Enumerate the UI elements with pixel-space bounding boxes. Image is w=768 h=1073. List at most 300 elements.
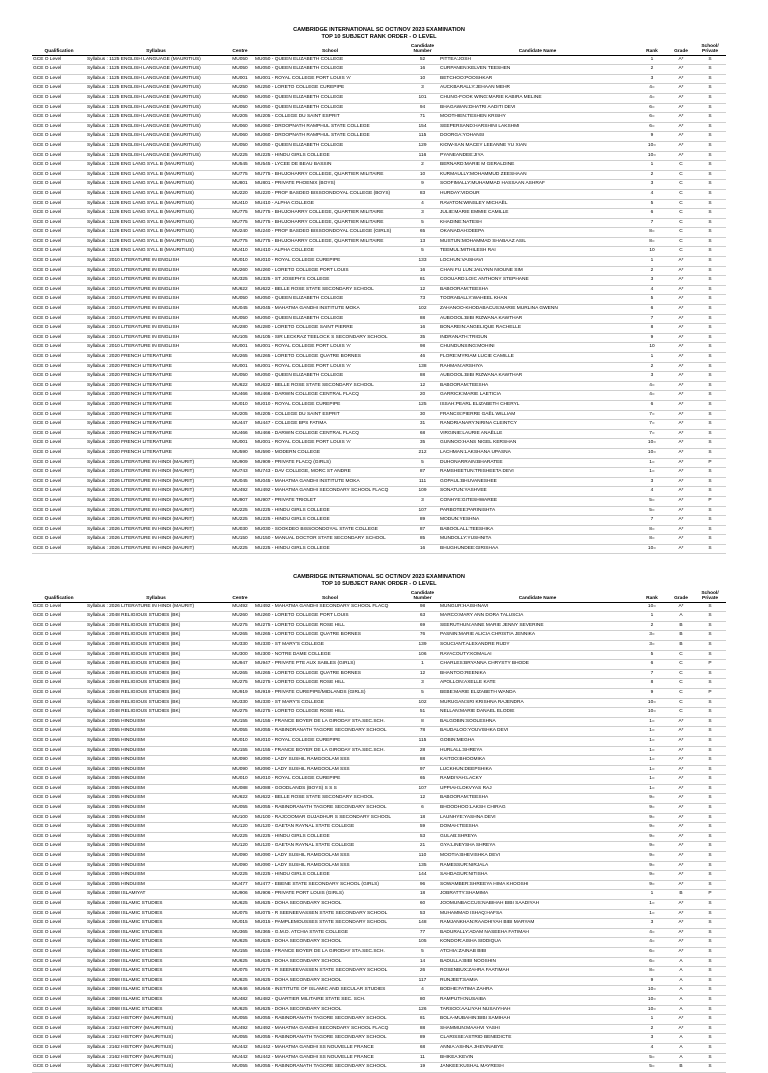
table-row — [32, 314, 726, 324]
grade-cell: A — [668, 1053, 694, 1063]
candidate-number-cell: 60 — [406, 900, 439, 910]
table-row — [32, 84, 726, 94]
candidate-number-cell: 88 — [406, 1024, 439, 1034]
rank-cell: 7 — [636, 669, 668, 679]
syllabus-cell: Syllabus : 2026 LITERATURE IN HINDI (MAURIT) — [86, 496, 226, 506]
candidate-number-cell: 115 — [406, 736, 439, 746]
rank-cell: 10 — [636, 247, 668, 257]
school-cell: MU250 - LORETO COLLEGE CUREPIPE — [254, 84, 406, 94]
rank-cell: 2 — [636, 65, 668, 75]
grade-cell: A — [668, 957, 694, 967]
syllabus-cell: Syllabus : 2055 HINDUISM — [86, 861, 226, 871]
candidate-name-cell: INDRANATH:TRIGUN — [439, 333, 636, 343]
school-private-cell: S — [694, 813, 726, 823]
rank-cell: 1= — [636, 765, 668, 775]
school-private-cell: S — [694, 957, 726, 967]
school-private-cell: S — [694, 727, 726, 737]
candidate-name-cell: BODHE:FATIMA ZAHRA — [439, 986, 636, 996]
school-cell: MU907 - PRIVATE TRIOLET — [254, 496, 406, 506]
school-private-cell: S — [694, 343, 726, 353]
qualification-cell: GCE O Level — [32, 784, 86, 794]
centre-cell: MU075 — [226, 967, 254, 977]
centre-cell: MU155 — [226, 947, 254, 957]
qualification-cell: GCE O Level — [32, 698, 86, 708]
centre-cell: MU442 — [226, 1053, 254, 1063]
grade-cell: A* — [668, 516, 694, 526]
report-subtitle: TOP 10 SUBJECT RANK ORDER - O LEVEL — [321, 34, 437, 40]
qualification-cell: GCE O Level — [32, 746, 86, 756]
candidate-number-cell: 73 — [406, 295, 439, 305]
school-cell: MU001 - ROYAL COLLEGE PORT LOUIS 'A' — [254, 343, 406, 353]
rank-cell: 10= — [636, 1005, 668, 1015]
candidate-name-cell: ATCHIA:ZAINAB BIBI — [439, 947, 636, 957]
qualification-cell: GCE O Level — [32, 986, 86, 996]
rank-cell: 2 — [636, 621, 668, 631]
grade-cell: A* — [668, 852, 694, 862]
syllabus-cell: Syllabus : 2026 LITERATURE IN HINDI (MAURIT) — [86, 468, 226, 478]
rank-cell: 7 — [636, 516, 668, 526]
qualification-cell: GCE O Level — [32, 141, 86, 151]
school-cell: MU275 - LORETO COLLEGE ROSE HILL — [254, 621, 406, 631]
table-row — [32, 381, 726, 391]
table-row — [32, 967, 726, 977]
candidate-number-cell: 2 — [406, 161, 439, 171]
rank-cell: 4 — [636, 189, 668, 199]
candidate-name-cell: AUCKBARALLY:JEHAAN MEHR — [439, 84, 636, 94]
school-private-cell: S — [694, 305, 726, 315]
school-cell: MU482 - QUARTIER MILITAIRE STATE SEC. SCH. — [254, 995, 406, 1005]
grade-cell: C — [668, 228, 694, 238]
table-row — [32, 429, 726, 439]
school-private-cell: S — [694, 420, 726, 430]
school-cell: MU050 - QUEEN ELIZABETH COLLEGE — [254, 93, 406, 103]
school-cell: MU050 - QUEEN ELIZABETH COLLEGE — [254, 372, 406, 382]
centre-cell: MU625 — [226, 900, 254, 910]
candidate-name-cell: GUNNOO:HANS NIGEL KERSHAN — [439, 439, 636, 449]
table-row — [32, 871, 726, 881]
syllabus-cell: Syllabus : 2010 LITERATURE IN ENGLISH — [86, 276, 226, 286]
candidate-number-cell: 126 — [406, 1005, 439, 1015]
syllabus-cell: Syllabus : 2068 ISLAMIC STUDIES — [86, 900, 226, 910]
rank-cell: 1 — [636, 257, 668, 267]
qualification-cell: GCE O Level — [32, 353, 86, 363]
candidate-name-cell: BERNARD:MARIE M GERALDINE — [439, 161, 636, 171]
syllabus-cell: Syllabus : 1126 ENG LANG SYLL B (MAURITIUS) — [86, 237, 226, 247]
candidate-name-cell: JOBRATTY:SHAMIMA — [439, 890, 636, 900]
qualification-cell: GCE O Level — [32, 794, 86, 804]
school-cell: MU090 - LADY SUSHIL RAMGOOLAM SSS — [254, 861, 406, 871]
candidate-number-cell: 115 — [406, 132, 439, 142]
grade-cell: A* — [668, 65, 694, 75]
qualification-cell: GCE O Level — [32, 688, 86, 698]
candidate-number-cell: 52 — [406, 55, 439, 65]
candidate-name-cell: BHUGHUNDEE:GIRISHAA — [439, 544, 636, 554]
grade-cell: A* — [668, 55, 694, 65]
qualification-cell: GCE O Level — [32, 122, 86, 132]
centre-cell: MU015 — [226, 919, 254, 929]
candidate-number-cell: 125 — [406, 400, 439, 410]
qualification-cell: GCE O Level — [32, 506, 86, 516]
table-row — [32, 1063, 726, 1073]
candidate-number-cell: 3 — [406, 496, 439, 506]
candidate-name-cell: COOUARD:LOIC ANTHONY STEPHANE — [439, 276, 636, 286]
rank-cell: 6= — [636, 113, 668, 123]
rank-cell: 9= — [636, 871, 668, 881]
table-row — [32, 199, 726, 209]
school-private-cell: S — [694, 180, 726, 190]
school-cell: MU625 - DOHA SECONDARY SCHOOL — [254, 957, 406, 967]
candidate-name-cell: MUHAMMAD ISHAQ:HAFSA — [439, 909, 636, 919]
rank-cell: 7 — [636, 218, 668, 228]
school-private-cell: S — [694, 170, 726, 180]
table-row — [32, 141, 726, 151]
school-private-cell: S — [694, 285, 726, 295]
grade-cell: A* — [668, 257, 694, 267]
qualification-cell: GCE O Level — [32, 1015, 86, 1025]
rank-cell: 3 — [636, 372, 668, 382]
centre-cell: MU622 — [226, 794, 254, 804]
grade-cell: A* — [668, 439, 694, 449]
centre-cell: MU625 — [226, 1005, 254, 1015]
rank-cell: 1= — [636, 746, 668, 756]
candidate-name-cell: BONAREIN:ANGELIQUE RACHELLE — [439, 324, 636, 334]
grade-cell: A — [668, 1034, 694, 1044]
candidate-name-cell: SOWAMBER:SHREEYA HIMA KHOOSHI — [439, 880, 636, 890]
rank-cell: 3= — [636, 640, 668, 650]
rank-cell: 10= — [636, 544, 668, 554]
centre-cell: MU120 — [226, 823, 254, 833]
grade-cell: C — [668, 170, 694, 180]
candidate-name-cell: PASNIN:MARIE ALICIA CHRISTIA JENNIKA — [439, 631, 636, 641]
centre-cell: MU050 — [226, 314, 254, 324]
centre-cell: MU906 — [226, 890, 254, 900]
candidate-name-cell: HURDAY:VIDOUR — [439, 189, 636, 199]
grade-cell: A* — [668, 525, 694, 535]
candidate-name-cell: JULIE:MARIE EMMIE CAMILLE — [439, 209, 636, 219]
syllabus-cell: Syllabus : 2055 HINDUISM — [86, 823, 226, 833]
candidate-number-cell: 10 — [406, 74, 439, 84]
syllabus-cell: Syllabus : 2058 ISLAMIYAT — [86, 890, 226, 900]
qualification-cell: GCE O Level — [32, 391, 86, 401]
table-row — [32, 756, 726, 766]
rank-cell: 3 — [636, 74, 668, 84]
table-row — [32, 372, 726, 382]
candidate-number-cell: 3 — [406, 84, 439, 94]
school-private-cell: S — [694, 141, 726, 151]
school-cell: MU050 - QUEEN ELIZABETH COLLEGE — [254, 103, 406, 113]
table-row — [32, 631, 726, 641]
school-cell: MU743 - DAV COLLEGE, MORC ST ANDRE — [254, 468, 406, 478]
candidate-name-cell: PARBOTEE:PARINISHTA — [439, 506, 636, 516]
centre-cell: MU365 — [226, 928, 254, 938]
rank-cell: 4= — [636, 928, 668, 938]
centre-cell: MU055 — [226, 1063, 254, 1073]
candidate-number-cell: 88 — [406, 314, 439, 324]
centre-cell: MU001 — [226, 343, 254, 353]
grade-cell: A* — [668, 880, 694, 890]
school-cell: MU625 - DOHA SECONDARY SCHOOL — [254, 938, 406, 948]
grade-cell: B — [668, 621, 694, 631]
grade-cell: A — [668, 995, 694, 1005]
qualification-header: Qualification — [32, 44, 86, 55]
syllabus-cell: Syllabus : 2026 LITERATURE IN HINDI (MAURIT) — [86, 535, 226, 545]
table-row — [32, 900, 726, 910]
table-row — [32, 496, 726, 506]
school-cell: MU050 - QUEEN ELIZABETH COLLEGE — [254, 314, 406, 324]
candidate-number-cell: 20 — [406, 391, 439, 401]
school-cell: MU015 - PAMPLEMOUSSES STATE SECONDARY SCHOOL — [254, 919, 406, 929]
grade-cell: B — [668, 1063, 694, 1073]
candidate-number-cell: 26 — [406, 967, 439, 977]
rank-cell: 10= — [636, 698, 668, 708]
centre-cell: MU590 — [226, 448, 254, 458]
grade-cell: A* — [668, 477, 694, 487]
candidate-number-cell: 59 — [406, 823, 439, 833]
school-private-cell: S — [694, 122, 726, 132]
grade-cell: A* — [668, 928, 694, 938]
rank-cell: 9= — [636, 804, 668, 814]
syllabus-cell: Syllabus : 2048 RELIGIOUS STUDIES (BK) — [86, 612, 226, 622]
table-row — [32, 410, 726, 420]
rank-cell: 9= — [636, 823, 668, 833]
school-cell: MU225 - HINDU GIRLS COLLEGE — [254, 516, 406, 526]
centre-cell: MU225 — [226, 516, 254, 526]
school-private-cell: S — [694, 631, 726, 641]
candidate-name-cell: CHAN FU LUN:JAILYNN NIOUNE SIM — [439, 266, 636, 276]
table-row — [32, 218, 726, 228]
centre-cell: MU045 — [226, 305, 254, 315]
qualification-cell: GCE O Level — [32, 1024, 86, 1034]
school-cell: MU088 - GOODLANDS (BOYS) S S S — [254, 784, 406, 794]
grade-cell: A* — [668, 285, 694, 295]
school-cell: MU625 - DOHA SECONDARY SCHOOL — [254, 900, 406, 910]
grade-cell: C — [668, 199, 694, 209]
centre-cell: MU622 — [226, 285, 254, 295]
grade-cell: A* — [668, 727, 694, 737]
candidate-number-cell: 16 — [406, 65, 439, 75]
centre-cell: MU090 — [226, 861, 254, 871]
candidate-number-cell: 8 — [406, 717, 439, 727]
grade-cell: A* — [668, 314, 694, 324]
candidate-number-cell: 65 — [406, 775, 439, 785]
table-row — [32, 362, 726, 372]
rank-cell: 1= — [636, 900, 668, 910]
table-row — [32, 842, 726, 852]
candidate-name-cell: BHAGAWAN:DHATRI AADITI DEVI — [439, 103, 636, 113]
school-cell: MU275 - LORETO COLLEGE ROSE HILL — [254, 679, 406, 689]
syllabus-cell: Syllabus : 2055 HINDUISM — [86, 717, 226, 727]
qualification-cell: GCE O Level — [32, 84, 86, 94]
grade-cell: A — [668, 612, 694, 622]
rank-cell: 10= — [636, 602, 668, 612]
table-row — [32, 180, 726, 190]
candidate-name-cell: MUNGUR:HAISHNAVI — [439, 602, 636, 612]
candidate-name-cell: VIRGINIE:LAURIE ANAËLLE — [439, 429, 636, 439]
syllabus-cell: Syllabus : 1126 ENG LANG SYLL B (MAURITIUS) — [86, 199, 226, 209]
school-cell: MU265 - LORETO COLLEGE QUATRE BORNES — [254, 669, 406, 679]
candidate-name-cell: MUSTUN:MOHAMMAD SHABAAZ ASIL — [439, 237, 636, 247]
qualification-cell: GCE O Level — [32, 756, 86, 766]
syllabus-cell: Syllabus : 2020 FRENCH LITERATURE — [86, 391, 226, 401]
qualification-cell: GCE O Level — [32, 516, 86, 526]
centre-cell: MU265 — [226, 669, 254, 679]
candidate-name-cell: ZAHANOO-KHODABACUS:MARIE MURLINA GWENN — [439, 305, 636, 315]
syllabus-cell: Syllabus : 2010 LITERATURE IN ENGLISH — [86, 295, 226, 305]
grade-header: Grade — [668, 591, 694, 602]
candidate-number-cell: 14 — [406, 957, 439, 967]
candidate-number-cell: 18 — [406, 890, 439, 900]
qualification-cell: GCE O Level — [32, 362, 86, 372]
candidate-name-cell: RAHMAN:ARSHIYA — [439, 362, 636, 372]
school-private-cell: S — [694, 295, 726, 305]
candidate-number-cell: 102 — [406, 698, 439, 708]
syllabus-cell: Syllabus : 2026 LITERATURE IN HINDI (MAURIT) — [86, 602, 226, 612]
table-row — [32, 823, 726, 833]
table-row — [32, 804, 726, 814]
grade-cell: C — [668, 688, 694, 698]
grade-cell: A* — [668, 938, 694, 948]
school-cell: MU330 - ST MARY'S COLLEGE — [254, 640, 406, 650]
rank-cell: 9= — [636, 813, 668, 823]
rank-cell: 8= — [636, 525, 668, 535]
grade-cell: A* — [668, 909, 694, 919]
table-row — [32, 516, 726, 526]
school-cell: MU442 - MAHATMA GANDHI SS NOUVELLE FRANCE — [254, 1053, 406, 1063]
school-private-cell: S — [694, 544, 726, 554]
centre-cell: MU225 — [226, 832, 254, 842]
candidate-name-cell: GYA:LINEYSHA SHREYA — [439, 842, 636, 852]
candidate-name-cell: MARCO:MARY ANN DORA TALUSCIA — [439, 612, 636, 622]
candidate-name-cell: FRANCIS:PIERRE GAËL WILLIAM — [439, 410, 636, 420]
qualification-cell: GCE O Level — [32, 890, 86, 900]
rank-cell: 2 — [636, 266, 668, 276]
rank-cell: 2 — [636, 1024, 668, 1034]
centre-cell: MU622 — [226, 381, 254, 391]
candidate-name-cell: BAUDALOO:YOUVISHKA DEVI — [439, 727, 636, 737]
grade-cell: A* — [668, 823, 694, 833]
grade-cell: A* — [668, 381, 694, 391]
school-private-cell: S — [694, 602, 726, 612]
qualification-cell: GCE O Level — [32, 103, 86, 113]
centre-cell: MU625 — [226, 976, 254, 986]
school-cell: MU622 - BELLE ROSE STATE SECONDARY SCHOOL — [254, 381, 406, 391]
qualification-cell: GCE O Level — [32, 218, 86, 228]
syllabus-cell: Syllabus : 2020 FRENCH LITERATURE — [86, 448, 226, 458]
candidate-name-cell: SOUCIANT:ALEXANDRE RUDY — [439, 640, 636, 650]
candidate-number-cell: 89 — [406, 1034, 439, 1044]
rank-cell: 4 — [636, 285, 668, 295]
table-row — [32, 113, 726, 123]
syllabus-header: Syllabus — [86, 44, 226, 55]
syllabus-cell: Syllabus : 2055 HINDUISM — [86, 775, 226, 785]
candidate-name-cell: SEEPERSAND:HARSHINI LAKSHMI — [439, 122, 636, 132]
centre-cell: MU105 — [226, 333, 254, 343]
table-row — [32, 74, 726, 84]
qualification-cell: GCE O Level — [32, 458, 86, 468]
syllabus-cell: Syllabus : 2020 FRENCH LITERATURE — [86, 353, 226, 363]
table-row — [32, 784, 726, 794]
syllabus-cell: Syllabus : 2026 LITERATURE IN HINDI (MAURIT) — [86, 487, 226, 497]
rank-cell: 8= — [636, 967, 668, 977]
candidate-number-cell: 98 — [406, 602, 439, 612]
candidate-name-cell: RAMESSUR:NIRJALA — [439, 861, 636, 871]
rank-cell: 4= — [636, 93, 668, 103]
school-cell: MU775 - BHUJOHARRY COLLEGE, QUARTIER MILITAIRE — [254, 218, 406, 228]
centre-cell: MU205 — [226, 410, 254, 420]
school-cell: MU225 - HINDU GIRLS COLLEGE — [254, 151, 406, 161]
grade-cell: A* — [668, 717, 694, 727]
candidate-number-cell: 110 — [406, 852, 439, 862]
school-private-cell: S — [694, 93, 726, 103]
centre-cell: MU265 — [226, 631, 254, 641]
candidate-name-cell: APOLLON:AXELLE KATE — [439, 679, 636, 689]
school-private-cell: S — [694, 765, 726, 775]
table-row — [32, 544, 726, 554]
grade-cell: A* — [668, 295, 694, 305]
candidate-number-cell: 88 — [406, 756, 439, 766]
candidate-name-cell: HURLALL:SHREYA — [439, 746, 636, 756]
school-header: School — [254, 591, 406, 602]
syllabus-cell: Syllabus : 1126 ENG LANG SYLL B (MAURITIUS) — [86, 228, 226, 238]
table-row — [32, 448, 726, 458]
centre-cell: MU410 — [226, 199, 254, 209]
school-private-cell: S — [694, 679, 726, 689]
rank-cell: 6= — [636, 957, 668, 967]
rank-cell: 1= — [636, 784, 668, 794]
qualification-cell: GCE O Level — [32, 429, 86, 439]
grade-cell: A* — [668, 362, 694, 372]
qualification-cell: GCE O Level — [32, 1053, 86, 1063]
centre-cell: MU775 — [226, 218, 254, 228]
centre-cell: MU010 — [226, 736, 254, 746]
candidate-name-cell: ROSENBUX:ZAHRA FAATIMAH — [439, 967, 636, 977]
school-private-cell: S — [694, 506, 726, 516]
centre-cell: MU010 — [226, 400, 254, 410]
qualification-cell: GCE O Level — [32, 1034, 86, 1044]
grade-cell: A* — [668, 1015, 694, 1025]
syllabus-cell: Syllabus : 2055 HINDUISM — [86, 813, 226, 823]
centre-header: Centre — [226, 44, 254, 55]
qualification-cell: GCE O Level — [32, 180, 86, 190]
school-cell: MU622 - BELLE ROSE STATE SECONDARY SCHOOL — [254, 794, 406, 804]
centre-cell: MU090 — [226, 852, 254, 862]
table-row — [32, 928, 726, 938]
page-header — [32, 574, 726, 588]
syllabus-cell: Syllabus : 2068 ISLAMIC STUDIES — [86, 957, 226, 967]
table-row — [32, 794, 726, 804]
candidate-name-cell: CHARLES:BRYANNA CHRYSTY BHODE — [439, 660, 636, 670]
syllabus-cell: Syllabus : 2068 ISLAMIC STUDIES — [86, 995, 226, 1005]
school-cell: MU265 - LORETO COLLEGE QUATRE BORNES — [254, 631, 406, 641]
candidate-name-cell: PYANEANDEE:JIYA — [439, 151, 636, 161]
qualification-cell: GCE O Level — [32, 65, 86, 75]
school-private-cell: S — [694, 151, 726, 161]
qualification-cell: GCE O Level — [32, 804, 86, 814]
candidate-name-cell: RUNJEET:SAMIA — [439, 976, 636, 986]
syllabus-cell: Syllabus : 2048 RELIGIOUS STUDIES (BK) — [86, 640, 226, 650]
syllabus-cell: Syllabus : 2055 HINDUISM — [86, 746, 226, 756]
syllabus-cell: Syllabus : 1126 ENG LANG SYLL B (MAURITIUS) — [86, 161, 226, 171]
school-private-cell: S — [694, 487, 726, 497]
grade-cell: B — [668, 631, 694, 641]
candidate-name-cell: BOLA-MUBAHIN:BIBI SAMIHAH — [439, 1015, 636, 1025]
syllabus-cell: Syllabus : 1125 ENGLISH LANGUAGE (MAURITIUS) — [86, 55, 226, 65]
school-cell: MU775 - BHUJOHARRY COLLEGE, QUARTIER MILITAIRE — [254, 209, 406, 219]
syllabus-cell: Syllabus : 2020 FRENCH LITERATURE — [86, 420, 226, 430]
centre-cell: MU055 — [226, 727, 254, 737]
candidate-name-cell: NELLAN:MARIE DANAEL ELODIE — [439, 708, 636, 718]
grade-cell: A* — [668, 487, 694, 497]
